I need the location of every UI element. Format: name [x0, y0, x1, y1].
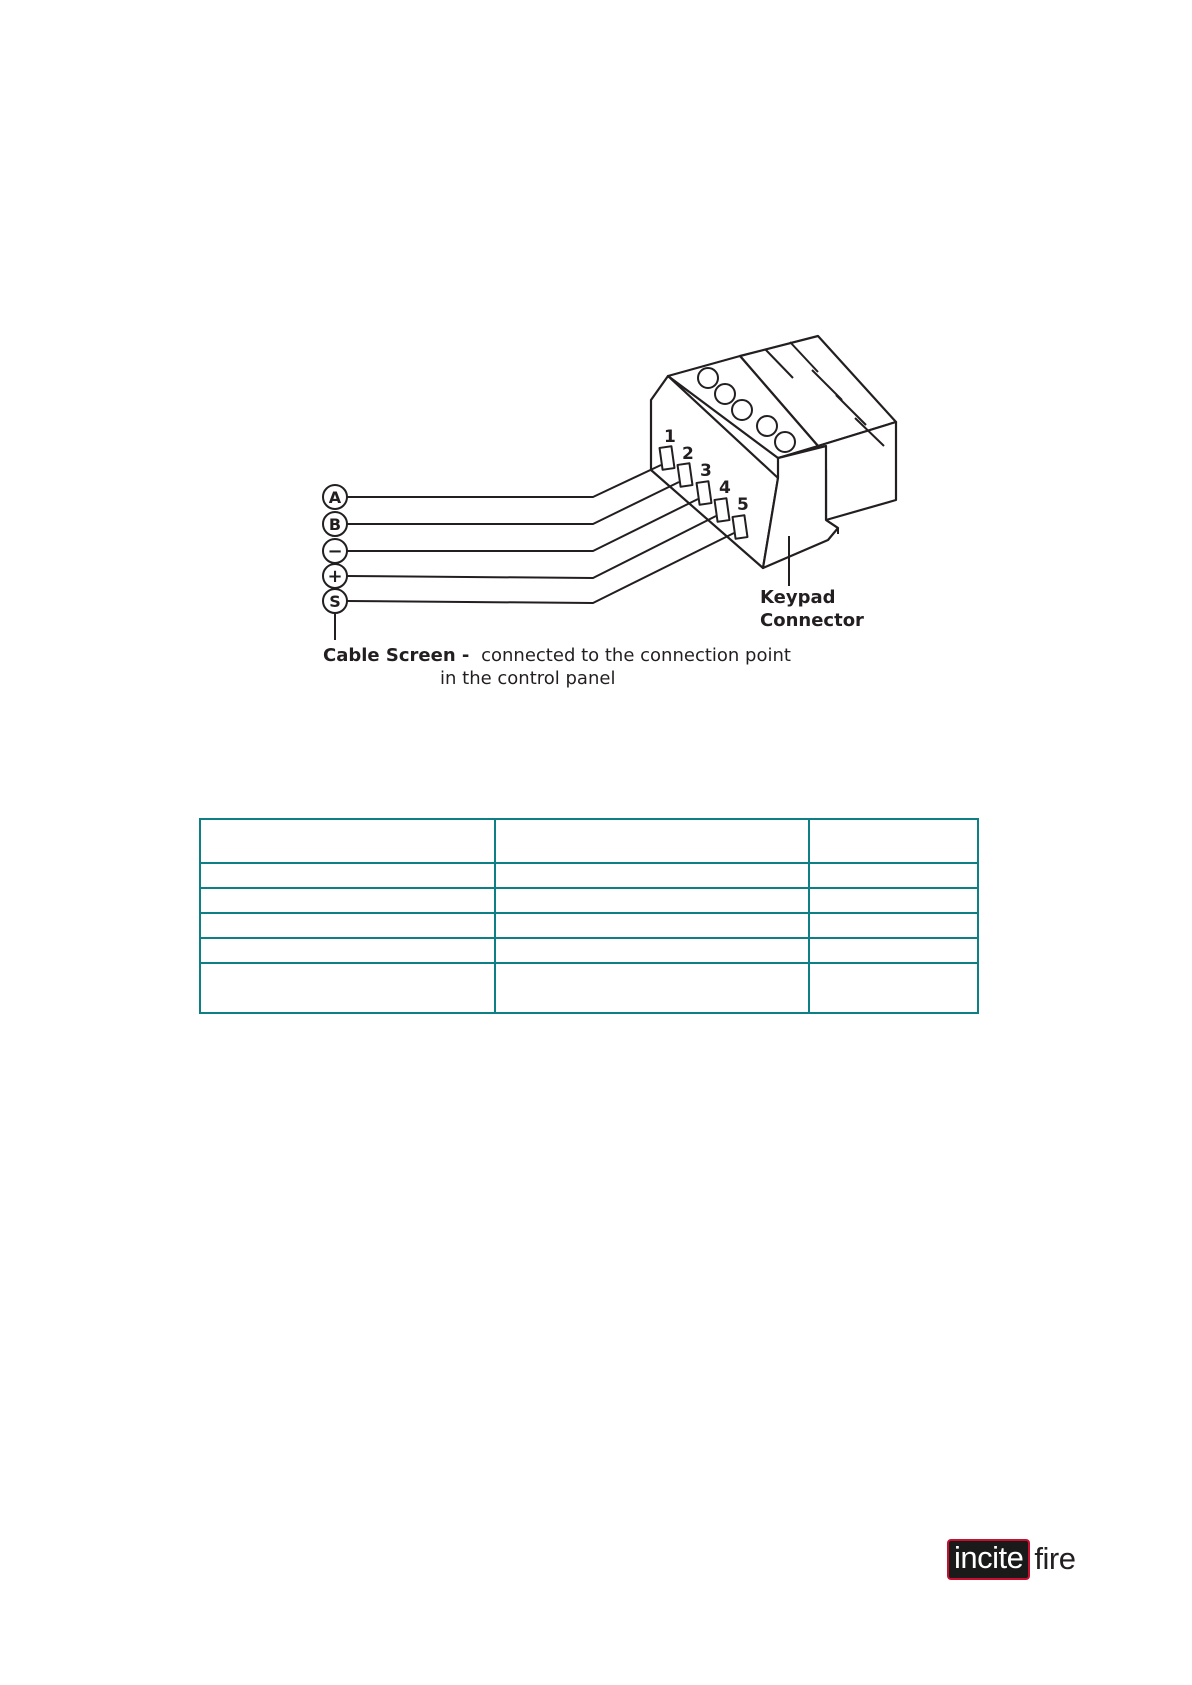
table-cell	[809, 963, 978, 1013]
screen-label-line2: in the control panel	[440, 668, 616, 689]
screen-label	[323, 645, 791, 666]
table-cell	[809, 819, 978, 863]
wire-symbols	[323, 485, 347, 613]
wire-symbol-s: S	[329, 592, 341, 611]
screen-label-rest: connected to the connection point	[481, 645, 791, 666]
connector-label-line2: Connector	[760, 610, 864, 631]
table-cell	[495, 963, 809, 1013]
table-cell	[809, 938, 978, 963]
table-cell	[200, 963, 495, 1013]
table-cell	[809, 913, 978, 938]
wiring-diagram	[0, 0, 1192, 760]
table-cell	[200, 938, 495, 963]
table-cell	[200, 863, 495, 888]
pin-number-1: 1	[664, 427, 676, 447]
pin-number-3: 3	[700, 461, 712, 481]
table-row	[200, 938, 978, 963]
table-cell	[809, 863, 978, 888]
table-row	[200, 913, 978, 938]
table-cell	[200, 888, 495, 913]
info-table	[199, 818, 979, 1014]
wire-a	[347, 465, 661, 497]
table-cell	[495, 863, 809, 888]
table-row	[200, 888, 978, 913]
table-cell	[200, 819, 495, 863]
table-cell	[495, 819, 809, 863]
wire-s	[347, 533, 734, 603]
table-cell	[200, 913, 495, 938]
table-row	[200, 863, 978, 888]
table-cell	[495, 888, 809, 913]
wire-symbol-minus: −	[327, 541, 343, 562]
pin-number-4: 4	[719, 478, 731, 498]
wire-b	[347, 482, 679, 524]
logo-boxed-text: incite	[947, 1539, 1030, 1580]
screen-label-bold: Cable Screen -	[323, 645, 470, 666]
logo-plain-text: fire	[1034, 1541, 1076, 1576]
pin-number-2: 2	[682, 444, 694, 464]
wire-symbol-plus: +	[327, 566, 343, 587]
table-cell	[495, 938, 809, 963]
table-row	[200, 819, 978, 863]
pin-number-5: 5	[737, 495, 749, 515]
table-cell	[495, 913, 809, 938]
incite-fire-logo	[947, 1539, 1075, 1579]
table-row	[200, 963, 978, 1013]
wire-symbol-a: A	[328, 488, 342, 507]
table-cell	[809, 888, 978, 913]
connector-label-line1: Keypad	[760, 587, 836, 608]
wire-symbol-b: B	[328, 515, 342, 534]
